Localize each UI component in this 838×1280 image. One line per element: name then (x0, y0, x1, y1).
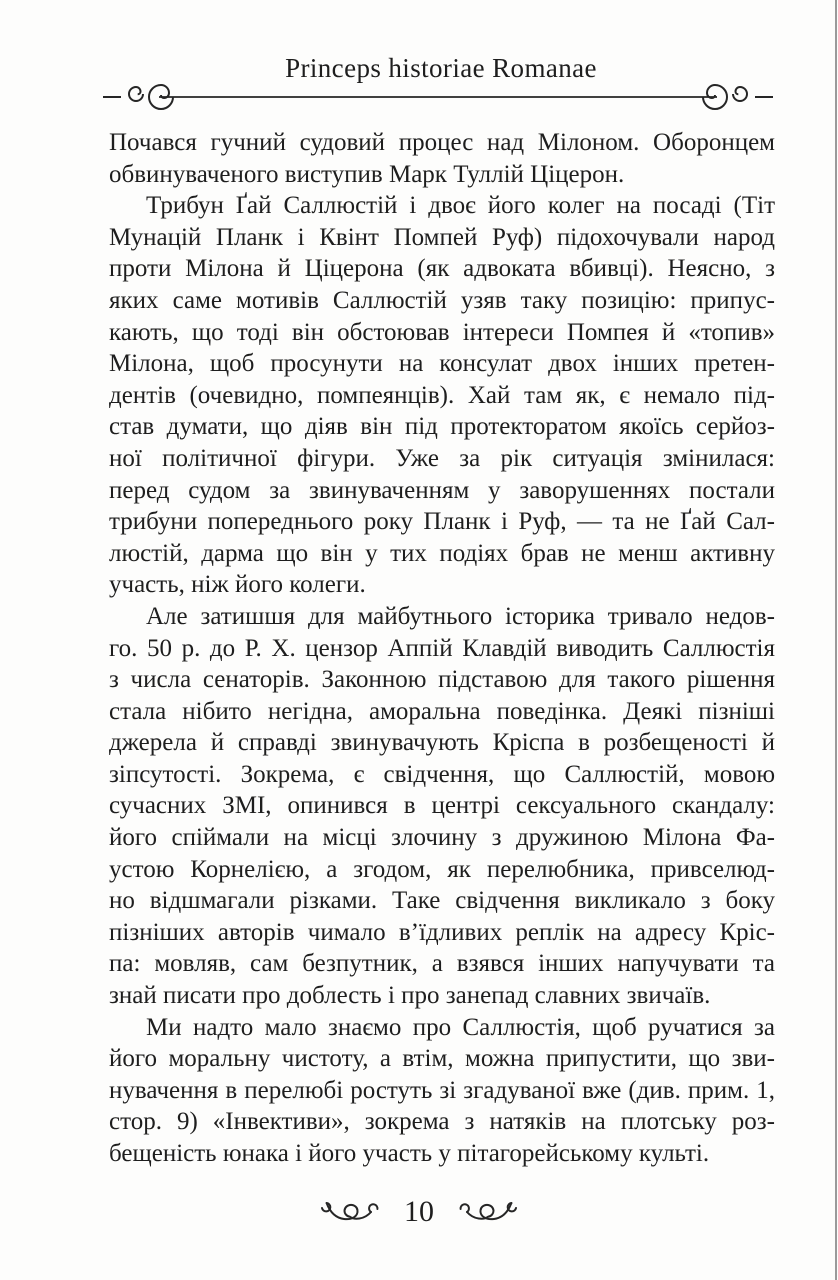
text-line: бещеність юнака і його участь у пітагорейському культі. (109, 1140, 710, 1167)
text-line: па: мовляв, сам безпутник, а взявся інших напучувати та (109, 950, 775, 978)
text-line: Трибун Ґай Саллюстій і двоє його колег на посаді (Тіт (146, 192, 775, 220)
page-title: Princeps historiae Romanae (285, 53, 597, 83)
text-line: стор. 9) «Інвективи», зокрема з натяків на плотську роз- (109, 1108, 775, 1136)
text-line: Ми надто мало знаємо про Саллюстія, щоб ручатися за (146, 1013, 775, 1041)
text-line: нувачення в перелюбі ростуть зі згадуваної вже (див. прим. 1, (109, 1076, 775, 1104)
text-line: пізніших авторів чимало в’їдливих реплік на адресу Кріс- (109, 918, 775, 946)
text-line: став думати, що діяв він під протекторатом якоїсь серйоз- (109, 413, 775, 441)
text-line: перед судом за звинуваченням у заворушеннях постали (109, 476, 775, 504)
text-line: обвинуваченого виступив Марк Туллій Ціцерон. (109, 160, 625, 188)
text-line: його моральну чистоту, а втім, можна припустити, що зви- (109, 1045, 775, 1073)
text-line: Мілона, щоб просунути на консулат двох інших претен- (109, 350, 775, 378)
text-line: яких саме мотивів Саллюстій узяв таку позицію: припус- (109, 286, 775, 314)
ornamental-divider-rule-icon (103, 80, 773, 114)
text-line: участь, ніж його колеги. (109, 571, 366, 599)
footer-flourish-left-icon (318, 1198, 382, 1226)
page-edge-line (835, 0, 837, 1280)
text-line: зіпсутості. Зокрема, є свідчення, що Саллюстій, мовою (109, 760, 775, 788)
text-line: кають, що тоді він обстоював інтереси Помпея й «топив» (109, 318, 775, 346)
paragraph (109, 1012, 775, 1170)
text-line: Але затишшя для майбутнього історика тривало недов- (146, 602, 775, 630)
text-line: джерела й справді звинувачують Кріспа в розбещеності й (109, 729, 775, 757)
paragraph (109, 190, 775, 601)
text-line: люстій, дарма що він у тих подіях брав не менш активну (109, 539, 775, 567)
text-line: знай писати про доблесть і про занепад славних звичаїв. (109, 982, 711, 1010)
text-line: Почався гучний судовий процес над Мілоном. Оборонцем (109, 129, 775, 156)
text-line: трибуни попереднього року Планк і Руф, — та не Ґай Сал- (109, 508, 775, 536)
text-line: го. 50 р. до Р. Х. цензор Аппій Клавдій виводить Саллюстія (109, 634, 775, 662)
text-line: Мунацій Планк і Квінт Помпей Руф) підохочували народ (109, 223, 775, 251)
page-footer (0, 1194, 838, 1230)
text-line: дентів (очевидно, помпеянців). Хай там як, є немало під- (109, 381, 775, 409)
text-line: його спіймали на місці злочину з дружиною Мілона Фа- (109, 824, 775, 852)
footer-flourish-right-icon (456, 1198, 520, 1226)
paragraph (109, 601, 775, 1012)
text-line: з числа сенаторів. Законною підставою для такого рішення (109, 666, 775, 694)
text-line: но відшмагали різками. Таке свідчення викликало з боку (109, 887, 775, 915)
text-line: ної політичної фігури. Уже за рік ситуація змінилася: (109, 444, 775, 472)
text-line: устою Корнелією, а згодом, як перелюбника, привселюд- (109, 855, 775, 883)
page-body (109, 127, 775, 1170)
text-line: сучасних ЗМІ, опинився в центрі сексуального скандалу: (109, 792, 775, 820)
text-line: стала нібито негідна, аморальна поведінка. Деякі пізніші (109, 697, 775, 725)
paragraph (109, 127, 775, 190)
text-line: проти Мілона й Ціцерона (як адвоката вбивці). Неясно, з (109, 255, 775, 283)
page-number: 10 (404, 1195, 434, 1228)
